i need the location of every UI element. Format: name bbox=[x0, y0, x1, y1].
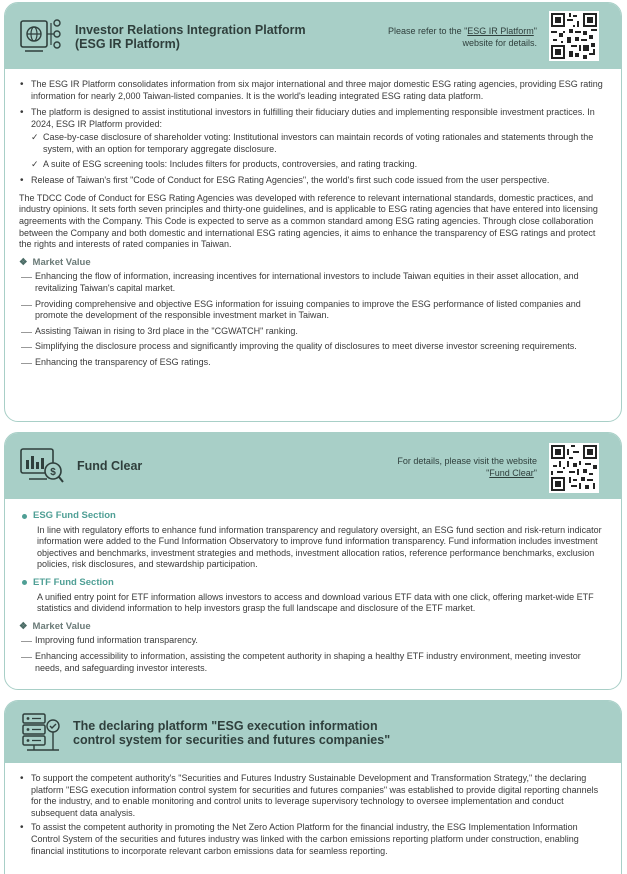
list-item: • The platform is designed to assist institutional investors in fulfilling their fiduciary duties and implementing responsible investment practices. In 2024, ESG IR Platform provided: bbox=[19, 107, 607, 130]
list-item: Enhancing the flow of information, increasing incentives for international investors to include Taiwan equities in their asset allocation, and revitalizing Taiwan's capital market. bbox=[19, 271, 607, 294]
code-of-conduct-paragraph: The TDCC Code of Conduct for ESG Rating Agencies was developed with reference to relevant international standards, domestic practices, and industry opinions. It sets forth seven principles and thirty-one guidelines, and is applicable to ESG rating agencies that have entered into licensing agreements with the Company. This Code is expected to serve as a common standard among ESG rating agencies. Through close collaboration between the Company and both domestic and international ESG rating agencies, it aims to enhance the transparency of ESG ratings and protect the rights and interests of rated companies in Taiwan. bbox=[19, 192, 598, 250]
list-item: Assisting Taiwan in rising to 3rd place in the "CGWATCH" ranking. bbox=[19, 326, 607, 338]
declaring-platform-header bbox=[5, 701, 621, 763]
fund-clear-reference bbox=[397, 455, 537, 479]
market-value-label: Market Value bbox=[32, 620, 91, 632]
diamond-icon: ❖ bbox=[19, 620, 28, 632]
market-value-label: Market Value bbox=[32, 256, 91, 268]
ref-prefix: Please refer to the " bbox=[388, 26, 468, 36]
list-item bbox=[19, 159, 607, 171]
fund-clear-card bbox=[4, 432, 622, 690]
market-value-heading bbox=[19, 257, 607, 269]
etf-fund-section-heading: ETF Fund Section bbox=[19, 577, 607, 589]
fund-clear-header bbox=[5, 433, 621, 499]
chart-magnifier-icon bbox=[19, 446, 63, 486]
fund-clear-link[interactable]: Fund Clear bbox=[489, 468, 534, 478]
ref-suffix: " bbox=[533, 468, 537, 478]
ref-suffix: " bbox=[533, 26, 537, 36]
list-item: • The ESG IR Platform consolidates information from six major international and three major domestic ESG rating agencies, providing ESG rating information for nearly 2,000 Taiwan-listed companies. It is the world's leading integrated ESG rating data platform. bbox=[19, 79, 607, 102]
declaring-platform-title bbox=[73, 719, 390, 747]
esg-ir-platform-link[interactable]: ESG IR Platform bbox=[467, 26, 534, 36]
esg-declaring-platform-card bbox=[4, 700, 622, 874]
declaring-platform-title-line1: The declaring platform "ESG execution information bbox=[73, 719, 378, 733]
ref-line1: For details, please visit the website bbox=[397, 456, 537, 466]
esg-fund-section-heading: ESG Fund Section bbox=[19, 510, 607, 522]
esg-ir-body bbox=[5, 69, 621, 368]
fund-clear-title: Fund Clear bbox=[77, 459, 143, 473]
esg-ir-title bbox=[75, 23, 306, 51]
ref-prefix: " bbox=[486, 468, 490, 478]
esg-fund-section-text: In line with regulatory efforts to enhance fund information transparency and regulatory oversight, an ESG fund section and risk-return indicator information were added to the Fund Information Observatory to improve fund information transparency. Fund information includes investment objectives and benchmarks, investment strategies and methods, investment allocation ratios, reference performance benchmarks, exclusion policies, risk disclosures, and stewardship participation. bbox=[37, 524, 602, 570]
esg-ir-title-line2: (ESG IR Platform) bbox=[75, 37, 180, 51]
list-item: Enhancing the transparency of ESG ratings. bbox=[19, 357, 607, 369]
diamond-icon: ❖ bbox=[19, 256, 28, 268]
qr-code-icon[interactable] bbox=[549, 443, 599, 493]
fund-clear-body bbox=[5, 499, 621, 674]
svg-text:$: $ bbox=[50, 467, 56, 478]
check-icon: ✓ bbox=[31, 132, 39, 143]
server-network-icon bbox=[19, 712, 63, 752]
list-item: Providing comprehensive and objective ESG information for issuing companies to improve the ESG performance of listed companies and promote the development of the responsible investment market in Taiwan. bbox=[19, 299, 607, 322]
declaring-platform-title-line2: control system for securities and futures companies" bbox=[73, 733, 391, 747]
market-value-heading bbox=[19, 621, 607, 633]
check-item-text: A suite of ESG screening tools: Includes filters for products, controversies, and rating tracking. bbox=[43, 158, 418, 169]
esg-ir-header bbox=[5, 3, 621, 69]
ref-line2: website for details. bbox=[462, 38, 537, 48]
check-item-text: Case-by-case disclosure of shareholder voting: Institutional investors can maintain records of voting rationales and statements through the system, with an option for temporary aggregate disclosure. bbox=[43, 132, 594, 154]
qr-code-icon[interactable] bbox=[549, 11, 599, 61]
list-item: Simplifying the disclosure process and significantly improving the quality of disclosures to meet diverse investor screening requirements. bbox=[19, 341, 607, 353]
esg-ir-reference bbox=[388, 25, 537, 49]
esg-ir-platform-card bbox=[4, 2, 622, 422]
globe-network-icon bbox=[19, 17, 63, 57]
list-item: Improving fund information transparency. bbox=[19, 635, 607, 647]
check-icon: ✓ bbox=[31, 158, 39, 169]
list-item bbox=[19, 132, 607, 155]
etf-fund-section-text: A unified entry point for ETF information allows investors to access and download various ETF data with one click, offering market-wide ETF statistics and dividend information to help investors grasp the full landscape and disclosure of the ETF market. bbox=[37, 591, 594, 614]
list-item: • To assist the competent authority in promoting the Net Zero Action Platform for the financial industry, the ESG Implementation Information Control System of the securities and futures industry was linked with the carbon emissions reporting platform under construction, enabling financial institutions to incorporate relevant carbon emissions data for seamless reporting. bbox=[19, 822, 607, 857]
list-item: • Release of Taiwan's first "Code of Conduct for ESG Rating Agencies", the world's first such code issued from the user perspective. bbox=[19, 175, 607, 187]
declaring-platform-body bbox=[5, 763, 621, 857]
list-item: • To support the competent authority's "Securities and Futures Industry Sustainable Development and Transformation Strategy," the declaring platform "ESG execution information control system for securities and futures companies" was established to provide digital reporting channels for the industry, and to enable monitoring and control units to leverage supervisory technology to oversee implementation and conduct subsequent data analysis. bbox=[19, 773, 607, 819]
list-item: Enhancing accessibility to information, assisting the competent authority in shaping a healthy ETF industry environment, meeting investor needs, and safeguarding investor interests. bbox=[19, 651, 607, 674]
esg-ir-title-line1: Investor Relations Integration Platform bbox=[75, 23, 306, 37]
